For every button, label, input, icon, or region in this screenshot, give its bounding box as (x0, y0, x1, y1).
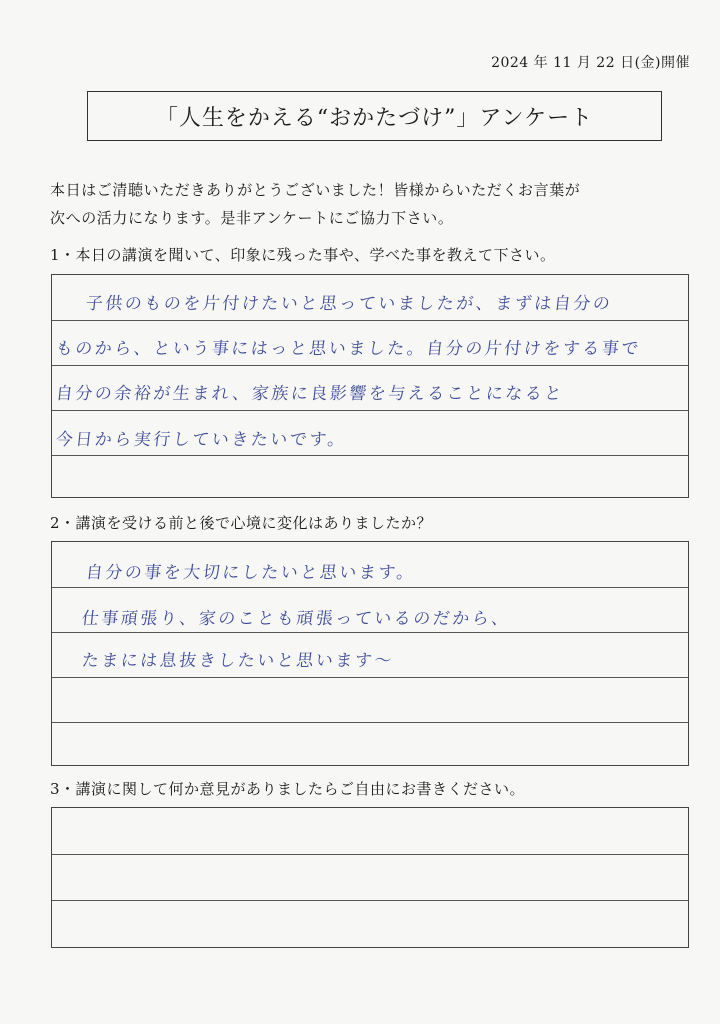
handwritten-answer-line: 自分の余裕が生まれ、家族に良影響を与えることになると (54, 384, 565, 404)
ruled-line (52, 632, 688, 633)
ruled-line (52, 410, 688, 411)
ruled-line (52, 722, 688, 723)
survey-title-box (87, 91, 662, 141)
intro-line: 次への活力になります。是非アンケートにご協力下さい。 (50, 209, 454, 227)
question-3-label: 3・講演に関して何か意見がありましたらご自由にお書きください。 (50, 780, 526, 798)
survey-title: 「人生をかえる“おかたづけ”」アンケート (155, 105, 594, 131)
answer-box-2 (51, 541, 689, 766)
handwritten-answer-line: ものから、という事にはっと思いました。自分の片付けをする事で (54, 339, 642, 359)
question-2-label: 2・講演を受ける前と後で心境に変化はありましたか？ (50, 514, 433, 532)
intro-line: 本日はご清聴いただきありがとうございました！皆様からいただくお言葉が (50, 181, 581, 199)
intro-text (50, 176, 690, 232)
ruled-line (52, 677, 688, 678)
ruled-line (52, 900, 688, 901)
ruled-line (52, 455, 688, 456)
answer-box-3 (51, 807, 689, 948)
handwritten-answer-line: 子供のものを片付けたいと思っていましたが、まずは自分の (84, 294, 614, 314)
question-1-label: 1・本日の講演を聞いて、印象に残った事や、学べた事を教えて下さい。 (50, 246, 556, 264)
event-date: 2024 年 11 月 22 日(金)開催 (491, 55, 690, 71)
ruled-line (52, 320, 688, 321)
handwritten-answer-line: 仕事頑張り、家のことも頑張っているのだから、 (80, 609, 512, 629)
ruled-line (52, 587, 688, 588)
handwritten-answer-line: 今日から実行していきたいです。 (54, 430, 348, 450)
ruled-line (52, 854, 688, 855)
handwritten-answer-line: たまには息抜きしたいと思います〜 (80, 651, 395, 671)
ruled-line (52, 365, 688, 366)
answer-box-1 (51, 274, 689, 498)
handwritten-answer-line: 自分の事を大切にしたいと思います。 (84, 563, 417, 583)
